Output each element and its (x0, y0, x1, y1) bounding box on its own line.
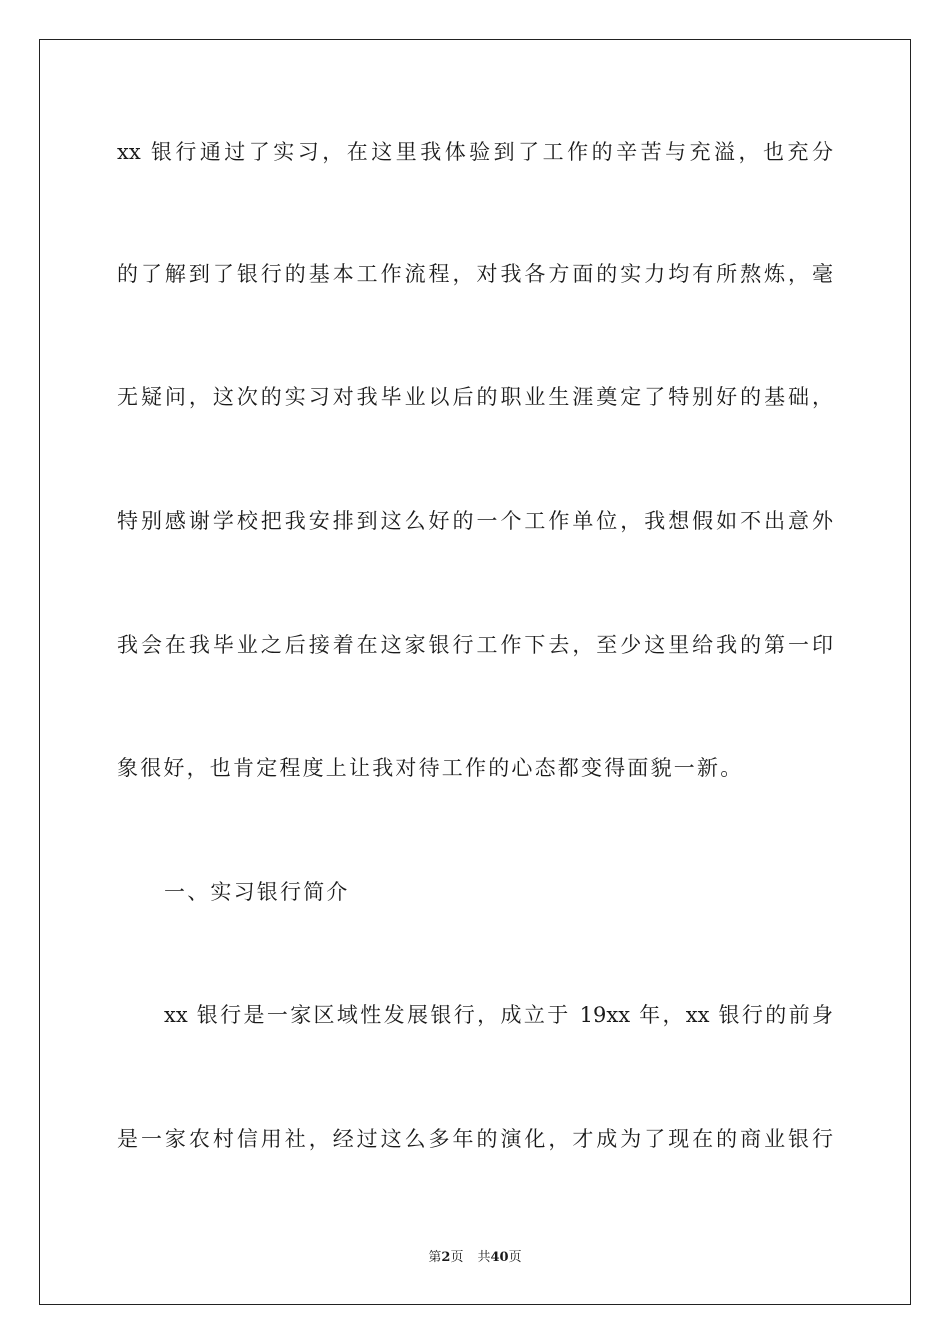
page-border (39, 39, 911, 1305)
body-text-line-5: 我会在我毕业之后接着在这家银行工作下去，至少这里给我的第一印 (117, 633, 833, 657)
body-text-line-1: xx 银行通过了实习，在这里我体验到了工作的辛苦与充溢，也充分 (117, 140, 833, 164)
page-footer (0, 1246, 950, 1265)
section-heading: 一、实习银行简介 (164, 880, 350, 904)
footer-total-prefix: 共 (477, 1250, 491, 1265)
body-text-line-8: 是一家农村信用社，经过这么多年的演化，才成为了现在的商业银行 (117, 1127, 833, 1151)
footer-page-prefix: 第 (428, 1250, 442, 1265)
footer-total-suffix: 页 (508, 1250, 522, 1265)
footer-total-pages: 40 (490, 1250, 509, 1265)
body-text-line-2: 的了解到了银行的基本工作流程，对我各方面的实力均有所熬炼，毫 (117, 262, 833, 286)
body-text-line-4: 特别感谢学校把我安排到这么好的一个工作单位，我想假如不出意外 (117, 509, 833, 533)
body-text-line-3: 无疑问，这次的实习对我毕业以后的职业生涯奠定了特别好的基础， (117, 385, 833, 409)
footer-page-suffix: 页 (450, 1250, 464, 1265)
body-text-line-6: 象很好，也肯定程度上让我对待工作的心态都变得面貌一新。 (117, 756, 744, 780)
footer-page-number: 2 (441, 1250, 451, 1265)
body-text-line-7: xx 银行是一家区域性发展银行，成立于 19xx 年，xx 银行的前身 (164, 1003, 833, 1027)
